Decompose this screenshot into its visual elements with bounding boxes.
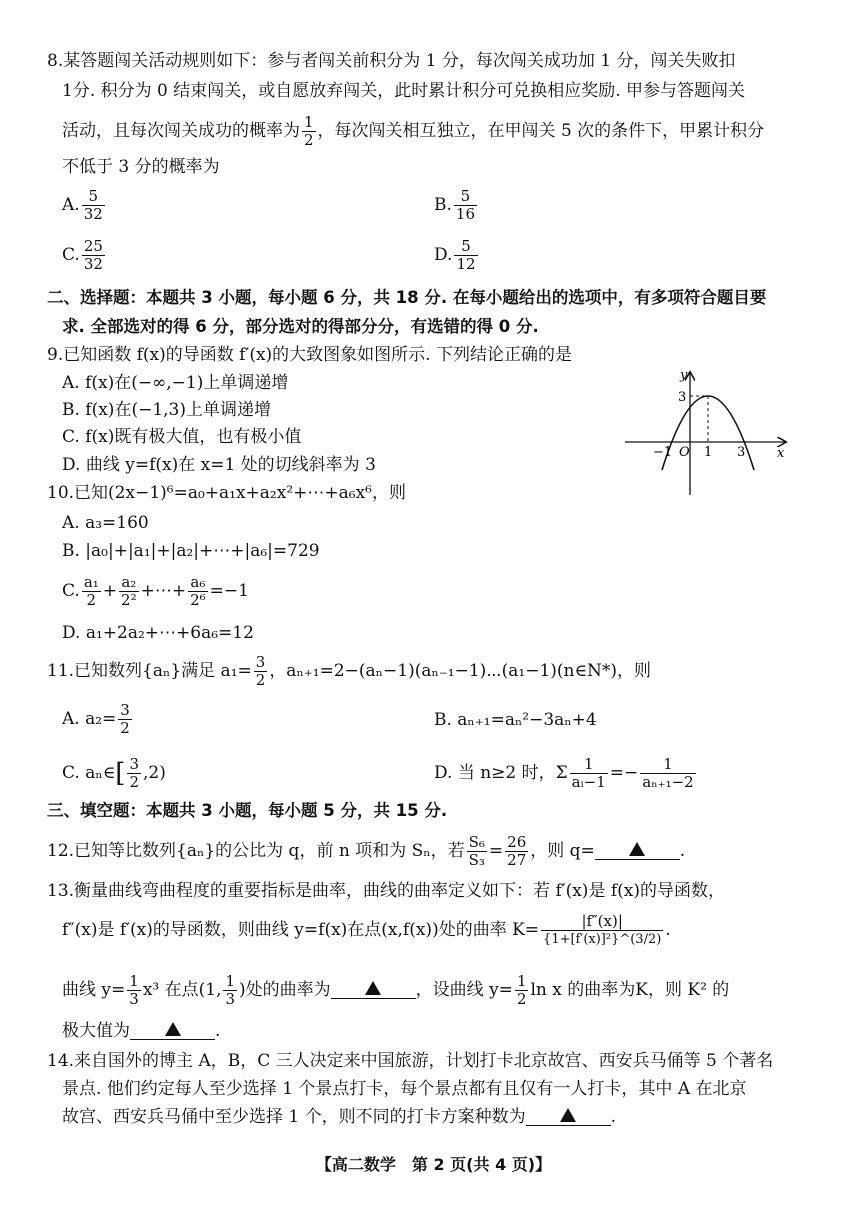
q10-option-a: A. a₃=160 [62,513,149,533]
curvature-fraction: $\frac{|f''(x)|}{\text{\{1+[f′(x)]²\}\textasciicircum{}(3/2)}}$ [543,912,662,947]
q13-line1: 13.衡量曲线弯曲程度的重要指标是曲率，曲线的曲率定义如下：若 f′(x)是 f(x)的导函数， [47,881,725,901]
q13-answer-blank-1[interactable] [331,981,416,999]
q12-answer-blank[interactable] [595,842,680,860]
q8-line4: 不低于 3 分的概率为 [62,157,220,177]
q14-answer-blank[interactable] [526,1108,611,1126]
q8-option-a: A. $\frac{5}{32}$ [62,187,103,223]
q14-line2: 景点. 他们约定每人至少选择 1 个景点打卡，每个景点都有且仅有一人打卡，其中 A 在北京 [62,1079,747,1099]
q8-option-b: B. $\frac{5}{16}$ [434,187,475,223]
q13-line3: 曲线 y= $\frac{1}{3}$ x³ 在点(1, $\frac{1}{3}$ )处的曲率为 ，设曲线 y= $\frac{1}{2}$ ln x 的曲率为K，则 K² 的 [62,972,730,1008]
q11-option-c: C. aₙ∈[ $\frac{3}{2}$ ,2) [62,755,166,791]
y-label: y [680,368,688,383]
origin-label: O [679,445,690,460]
q8-line3a: 活动，且每次闯关成功的概率为 [62,121,300,141]
q8-line2: 1分. 积分为 0 结束闯关，或自愿放弃闯关，此时累计积分可兑换相应奖励. 甲参与答题闯关 [62,81,746,101]
q8-line3 [62,112,764,150]
q12-stem: 12.已知等比数列{aₙ}的公比为 q，前 n 项和为 Sₙ，若 $\frac{\text{S₆}}{\text{S₃}}$ = $\frac{26}{27}$ ，则 q= . [47,833,686,869]
q9-stem: 9.已知函数 f(x)的导函数 f′(x)的大致图象如图所示. 下列结论正确的是 [47,345,572,365]
q13-answer-blank-2[interactable] [130,1022,215,1040]
q10-option-c: C. $\frac{\text{a₁}}{2}$ + $\frac{\text{a₂}}{\text{2²}}$ +⋯+ $\frac{\text{a₆}}{\text{2⁶}}$ =−1 [62,573,249,609]
q9-option-c: C. f(x)既有极大值，也有极小值 [62,427,302,447]
q8-line3b: ，每次闯关相互独立，在甲闯关 5 次的条件下，甲累计积分 [317,121,765,141]
q13-line4: 极大值为 . [62,1021,221,1041]
q8-option-c: C. $\frac{25}{32}$ [62,237,103,273]
q13-line2: f″(x)是 f′(x)的导函数，则曲线 y=f(x)在点(x,f(x))处的曲率 K= $\frac{|f''(x)|}{\text{\{1+[f′(x)]²\}\textasciicircum{}(3/2)}}$ . [62,912,671,947]
x-tick-1: 1 [704,445,713,460]
q10-option-d: D. a₁+2a₂+⋯+6a₆=12 [62,623,254,643]
section2-header-line1: 二、选择题：本题共 3 小题，每小题 6 分，共 18 分. 在每小题给出的选项中，有多项符合题目要 [47,288,767,307]
q11-option-a: A. a₂= $\frac{3}{2}$ [62,701,130,737]
q14-line1: 14.来自国外的博主 A，B，C 三人决定来中国旅游，计划打卡北京故宫、西安兵马俑等 5 个著名 [47,1051,774,1071]
q11-option-d: D. 当 n≥2 时，Σ $\frac{1}{\text{aᵢ−1}}$ =− $\frac{1}{\text{aₙ₊₁−2}}$ [434,755,694,791]
x-tick-3: 3 [737,445,746,460]
page-footer: 【高二数学 第 2 页(共 4 页)】 [315,1155,552,1174]
q8-half-fraction: $\frac{1}{2}$ [304,113,314,149]
q10-stem: 10.已知(2x−1)⁶=a₀+a₁x+a₂x²+⋯+a₆x⁶，则 [47,483,406,503]
q9-option-d: D. 曲线 y=f(x)在 x=1 处的切线斜率为 3 [62,455,376,475]
triangle-icon [365,981,381,995]
x-tick-neg1: −1 [653,445,673,460]
q9-option-a: A. f(x)在(−∞,−1)上单调递增 [62,373,289,393]
q11-option-b: B. aₙ₊₁=aₙ²−3aₙ+4 [434,710,597,730]
q8-option-d: D. $\frac{5}{12}$ [434,237,476,273]
y-tick-3: 3 [678,390,687,405]
q8-line1: 8.某答题闯关活动规则如下：参与者闯关前积分为 1 分，每次闯关成功加 1 分，闯关失败扣 [47,51,736,71]
section2-header-line2: 求. 全部选对的得 6 分，部分选对的得部分分，有选错的得 0 分. [62,317,539,336]
q11-stem: 11.已知数列{aₙ}满足 a₁= $\frac{3}{2}$ ，aₙ₊₁=2−(aₙ−1)(aₙ₋₁−1)⋯(a₁−1)(n∈N*)，则 [47,653,652,689]
triangle-icon [560,1108,576,1122]
triangle-icon [629,842,645,856]
q9-derivative-graph [620,365,795,500]
q9-option-b: B. f(x)在(−1,3)上单调递增 [62,400,271,420]
q10-option-b: B. |a₀|+|a₁|+|a₂|+⋯+|a₆|=729 [62,541,320,561]
x-label: x [777,446,785,461]
triangle-icon [165,1022,181,1036]
section3-header: 三、填空题：本题共 3 小题，每小题 5 分，共 15 分. [47,801,448,820]
q14-line3: 故宫、西安兵马俑中至少选择 1 个，则不同的打卡方案种数为 . [62,1107,617,1127]
